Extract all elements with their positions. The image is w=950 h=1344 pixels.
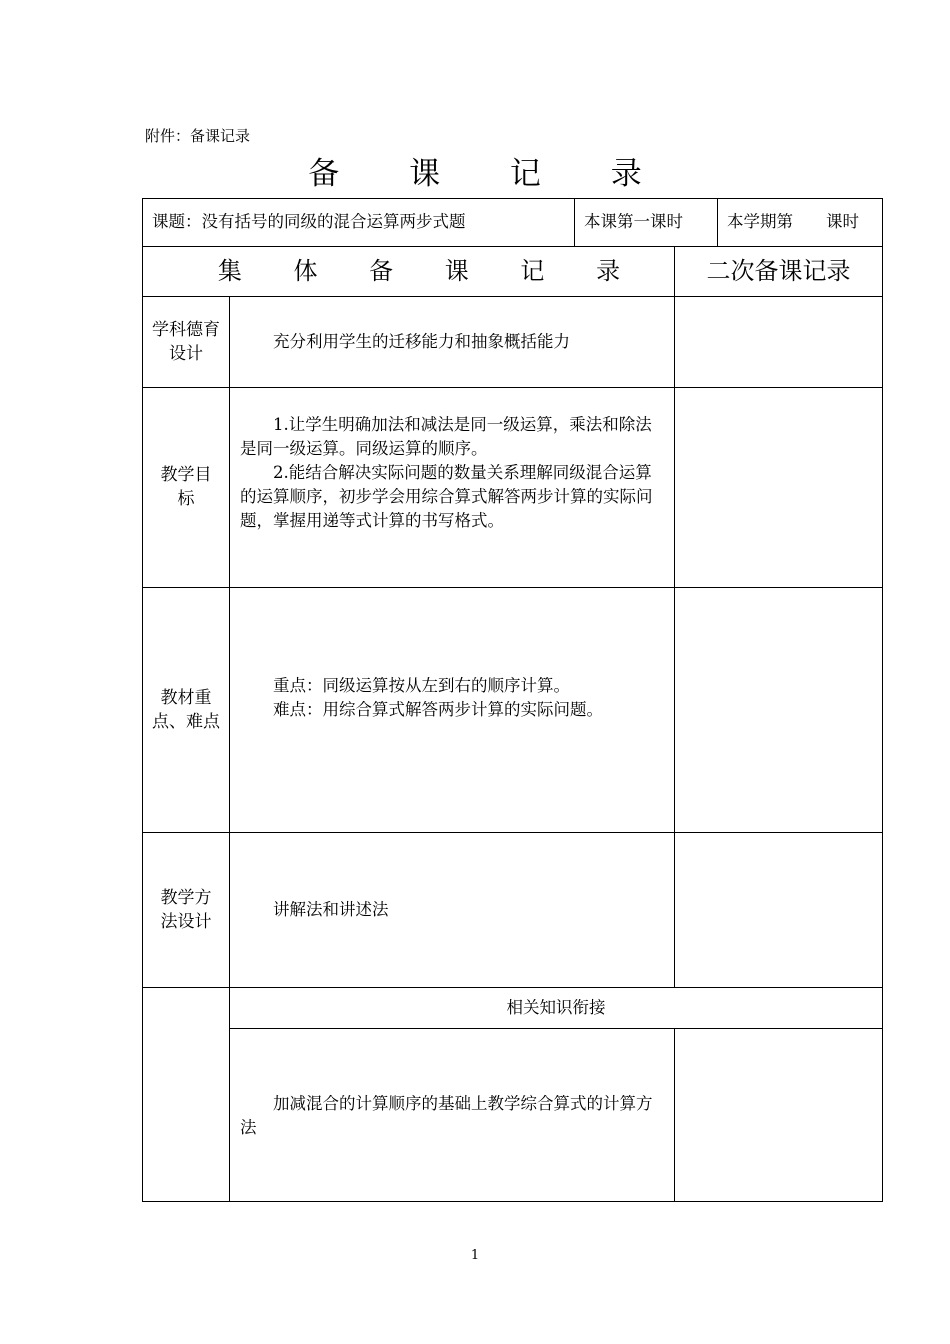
knowledge-content: 加减混合的计算顺序的基础上教学综合算式的计算方法 (240, 1094, 653, 1137)
teaching-goal-2: 2.能结合解决实际问题的数量关系理解同级混合运算的运算顺序，初步学会用综合算式解答两步计算的实际问题，掌握用递等式计算的书写格式。 (240, 463, 653, 530)
keypoint-focus: 重点：同级运算按从左到右的顺序计算。 (273, 676, 570, 695)
page-number: 1 (470, 1248, 480, 1263)
teaching-goals-label: 教学目标 (160, 465, 212, 509)
method-content: 讲解法和讲述法 (273, 900, 389, 919)
topic-cell: 课题：没有括号的同级的混合运算两步式题 (152, 212, 466, 231)
semester-lesson-cell: 本学期第 课时 (727, 212, 859, 231)
keypoints-label: 教材重点、难点 (152, 688, 220, 732)
second-record-header: 二次备课记录 (706, 257, 851, 285)
knowledge-header: 相关知识衔接 (506, 998, 606, 1017)
keypoints-content (240, 674, 666, 722)
teaching-goals-content (240, 413, 666, 533)
attachment-label: 附件：备课记录 (145, 127, 251, 145)
moral-design-content: 充分利用学生的迁移能力和抽象概括能力 (273, 332, 570, 351)
group-record-header: 集 体 备 课 记 录 (217, 257, 643, 285)
page-title: 备 课 记 录 (308, 156, 672, 192)
teaching-goal-1: 1.让学生明确加法和减法是同一级运算，乘法和除法是同一级运算。同级运算的顺序。 (240, 415, 652, 458)
method-label: 教学方法设计 (160, 888, 212, 932)
moral-design-label: 学科德育设计 (152, 320, 220, 364)
lesson-in-unit-cell: 本课第一课时 (584, 212, 683, 231)
keypoint-difficulty: 难点：用综合算式解答两步计算的实际问题。 (273, 700, 603, 719)
